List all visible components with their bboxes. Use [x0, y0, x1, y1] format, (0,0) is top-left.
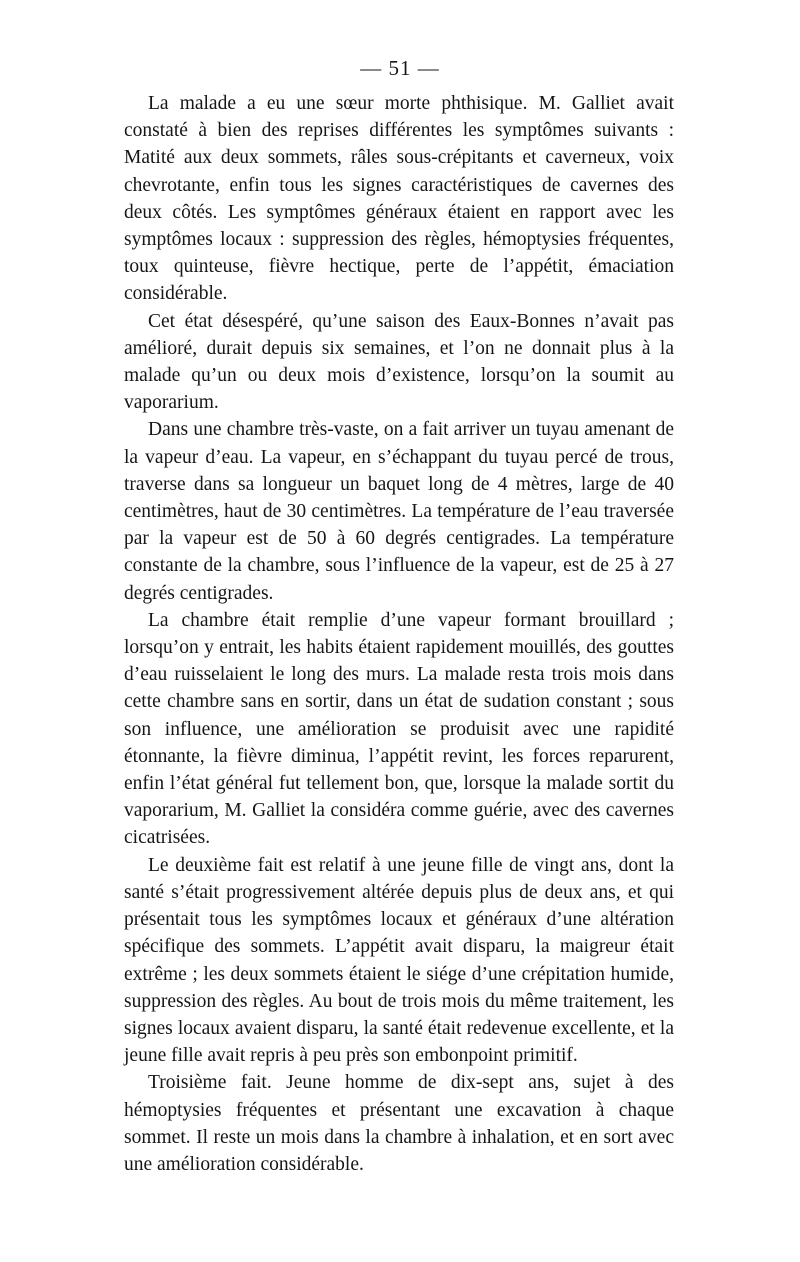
- paragraph: Cet état désespéré, qu’une saison des Eaux-Bonnes n’avait pas amélioré, durait depuis six semaines, et l’on ne donnait plus à la malade qu’un ou deux mois d’existence, lorsqu’on la soumit au vaporarium.: [124, 310, 674, 414]
- body-text: [124, 90, 674, 1178]
- paragraph: La chambre était remplie d’une vapeur formant brouillard ; lorsqu’on y entrait, les habits étaient rapidement mouillés, des gouttes d’eau ruisselaient le long des murs. La malade resta trois mois dans cette chambre sans en sortir, dans un état de sudation constant ; sous son influence, une amélioration se produisit avec une rapidité étonnante, la fièvre diminua, l’appétit revint, les forces reparurent, enfin l’état général fut tellement bon, que, lorsque la malade sortit du vaporarium, M. Galliet la considéra comme guérie, avec des cavernes cicatrisées.: [124, 609, 674, 849]
- paragraph: Le deuxième fait est relatif à une jeune fille de vingt ans, dont la santé s’était progressivement altérée depuis plus de deux ans, et qui présentait tous les symptômes locaux et généraux d’une altération spécifique des sommets. L’appétit avait disparu, la maigreur était extrême ; les deux sommets étaient le siége d’une crépitation humide, suppression des règles. Au bout de trois mois du même traitement, les signes locaux avaient disparu, la santé était redevenue excellente, et la jeune fille avait repris à peu près son embonpoint primitif.: [124, 854, 674, 1067]
- page-number: — 51 —: [360, 56, 440, 80]
- paragraph: Troisième fait. Jeune homme de dix-sept ans, sujet à des hémoptysies fréquentes et présentant une excavation à chaque sommet. Il reste un mois dans la chambre à inhalation, et en sort avec une amélioration considérable.: [124, 1072, 674, 1175]
- paragraph: La malade a eu une sœur morte phthisique. M. Galliet avait constaté à bien des reprises différentes les symptômes suivants : Matité aux deux sommets, râles sous-crépitants et caverneux, voix chevrotante, enfin tous les signes caractéristiques de cavernes des deux côtés. Les symptômes généraux étaient en rapport avec les symptômes locaux : suppression des règles, hémoptysies fréquentes, toux quinteuse, fièvre hectique, perte de l’appétit, émaciation considérable.: [124, 93, 674, 305]
- paragraph: Dans une chambre très-vaste, on a fait arriver un tuyau amenant de la vapeur d’eau. La vapeur, en s’échappant du tuyau percé de trous, traverse dans sa longueur un baquet long de 4 mètres, large de 40 centimètres, haut de 30 centimètres. La température de l’eau traversée par la vapeur est de 50 à 60 degrés centigrades. La température constante de la chambre, sous l’influence de la vapeur, est de 25 à 27 degrés centigrades.: [124, 419, 674, 604]
